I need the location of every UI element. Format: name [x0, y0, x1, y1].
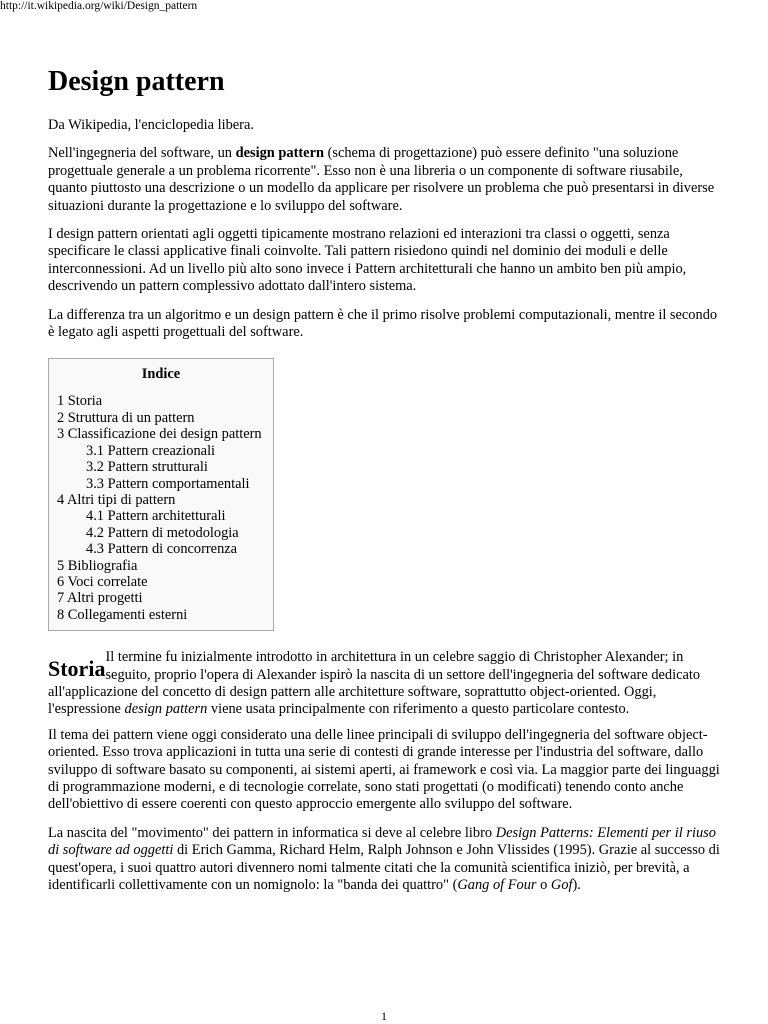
- toc-item-metodologia[interactable]: 4.2 Pattern di metodologia: [86, 524, 239, 541]
- storia-p3-text-a: La nascita del "movimento" dei pattern in informatica si deve al celebre libro: [48, 824, 496, 841]
- intro-paragraph-3: La differenza tra un algoritmo e un design pattern è che il primo risolve problemi computazionali, mentre il secondo è legato agli aspetti progettuali del software.: [48, 306, 718, 341]
- storia-paragraph-1: [48, 649, 722, 719]
- toc-item-collegamenti[interactable]: 8 Collegamenti esterni: [57, 606, 188, 623]
- intro-p1-bold: design pattern: [235, 145, 324, 162]
- toc-item-voci-correlate[interactable]: 6 Voci correlate: [57, 573, 148, 590]
- table-of-contents: [48, 358, 274, 631]
- toc-item-creazionali[interactable]: 3.1 Pattern creazionali: [86, 442, 216, 459]
- intro-paragraph-1: [48, 145, 722, 215]
- storia-p1-text-a: Il termine fu inizialmente introdotto in architettura in un celebre saggio di Christopher Alexander; in seguito, proprio l'opera di Alexander ispirò la nascita di un settore dell'ingegneria del software dedicato all'applicazione del concetto di design pattern alle architetture software, soprattutto object-oriented. Oggi, l'espressione: [48, 649, 701, 718]
- storia-p3-text-b: di Erich Gamma, Richard Helm, Ralph Johnson e John Vlissides (1995). Grazie al successo di quest'opera, i suoi quattro autori divennero nomi talmente citati che la comunità scientifica iniziò, per brevità, a identificarli collettivamente con un nomignolo: la "banda dei quattro" (: [48, 842, 720, 894]
- tagline: Da Wikipedia, l'enciclopedia libera.: [48, 117, 254, 133]
- toc-item-struttura[interactable]: 2 Struttura di un pattern: [57, 409, 195, 426]
- toc-item-architetturali[interactable]: 4.1 Pattern architetturali: [86, 508, 226, 525]
- toc-title: Indice: [141, 366, 181, 383]
- toc-item-comportamentali[interactable]: 3.3 Pattern comportamentali: [86, 475, 250, 492]
- storia-p3-gof: Gof: [550, 877, 573, 894]
- toc-item-strutturali[interactable]: 3.2 Pattern strutturali: [86, 459, 208, 476]
- storia-paragraph-2: Il tema dei pattern viene oggi considerato una delle linee principali di sviluppo dell'ingegneria del software object-oriented. Esso trova applicazioni in tutta una serie di contesti di grande interesse per l'industria del software, dallo sviluppo di software basato su componenti, ai sistemi aperti, ai framework e così via. La maggior parte dei linguaggi di programmazione moderni, e di tecnologie correlate, sono stati progettati (o modificati) tenendo conto anche dell'obiettivo di essere coerenti con questo approccio emergente allo sviluppo del software.: [48, 726, 720, 813]
- storia-paragraph-3: [48, 825, 722, 895]
- page-number: 1: [381, 1009, 387, 1023]
- section-storia: [48, 649, 722, 894]
- storia-p1-italic: design pattern: [124, 701, 208, 718]
- toc-item-classificazione[interactable]: 3 Classificazione dei design pattern: [57, 426, 262, 443]
- storia-p3-gang-of-four: Gang of Four: [457, 877, 537, 894]
- storia-p3-text-c: o: [536, 877, 551, 894]
- intro-p1-text-a: Nell'ingegneria del software, un: [48, 145, 236, 162]
- storia-p3-text-d: ).: [572, 877, 581, 894]
- article-content: [48, 64, 722, 894]
- intro-paragraph-2: I design pattern orientati agli oggetti tipicamente mostrano relazioni ed interazioni tra classi o oggetti, senza specificare le classi applicative finali coinvolte. Tali pattern risiedono quindi nel dominio dei moduli e delle interconnessioni. Ad un livello più alto sono invece i Pattern architetturali che hanno un ambito ben più ampio, descrivendo un pattern complessivo adottato dall'intero sistema.: [48, 226, 687, 295]
- toc-item-altri-progetti[interactable]: 7 Altri progetti: [57, 590, 143, 607]
- toc-item-storia[interactable]: 1 Storia: [57, 393, 103, 410]
- toc-item-altri-tipi[interactable]: 4 Altri tipi di pattern: [57, 491, 176, 508]
- storia-p1-text-b: viene usata principalmente con riferimento a questo particolare contesto.: [207, 701, 630, 718]
- toc-item-concorrenza[interactable]: 4.3 Pattern di concorrenza: [86, 541, 238, 558]
- page-title: Design pattern: [48, 66, 225, 97]
- toc-item-bibliografia[interactable]: 5 Bibliografia: [57, 557, 138, 574]
- storia-p3-book-title: Design Patterns: Elementi per il riuso di software ad oggetti: [48, 824, 716, 859]
- intro-p1-text-b: (schema di progettazione) può essere definito "una soluzione progettuale generale a un problema ricorrente". Esso non è una libreria o un componente di software riusabile, quanto piuttosto una descrizione o un modello da applicare per risolvere un problema che può presentarsi in diverse situazioni durante la progettazione e lo sviluppo del software.: [48, 145, 715, 214]
- section-heading-storia: Storia: [48, 656, 106, 682]
- page-url: http://it.wikipedia.org/wiki/Design_pattern: [0, 0, 198, 12]
